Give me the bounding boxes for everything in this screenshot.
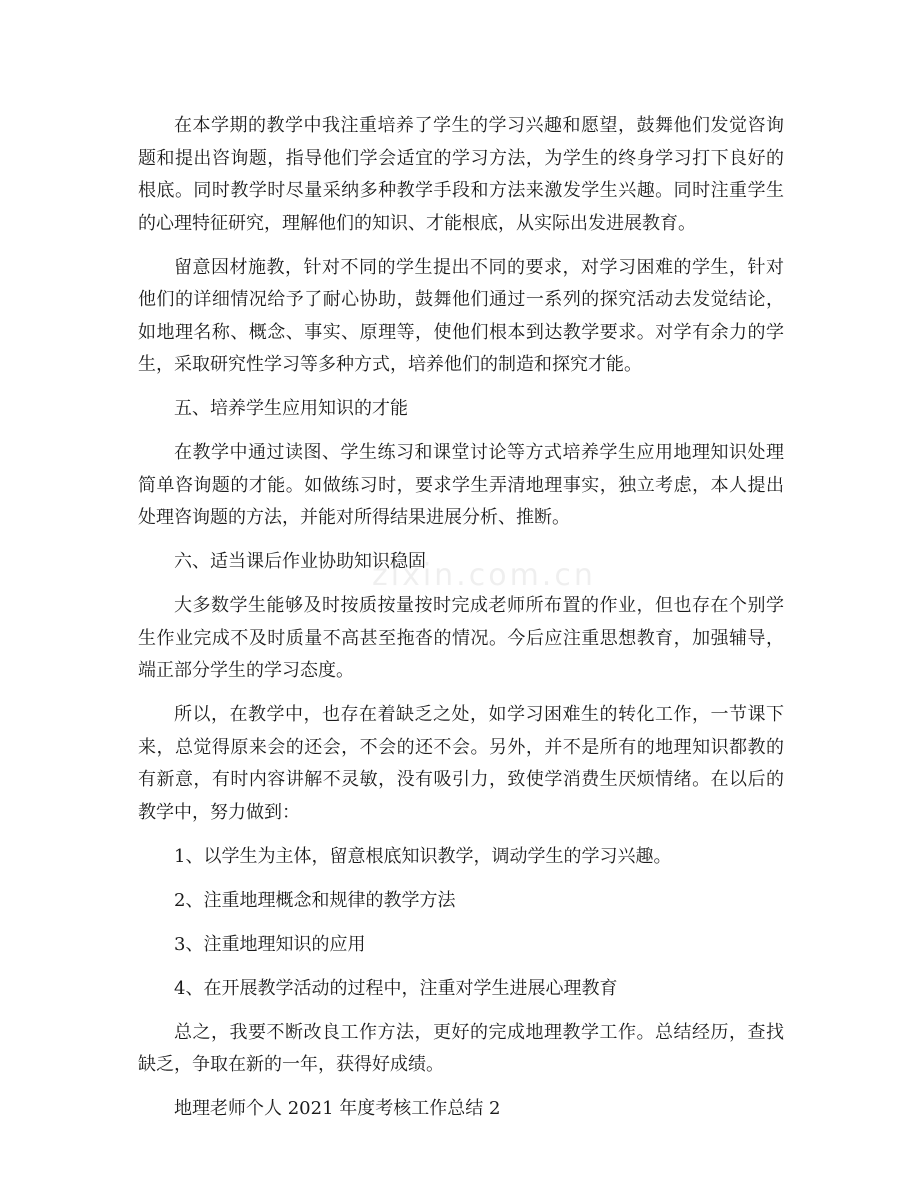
- paragraph-homework: 大多数学生能够及时按质按量按时完成老师所布置的作业，但也存在个别学生作业完成不及时质量不高甚至拖沓的情况。今后应注重思想教育，加强辅导，端正部分学生的学习态度。: [138, 595, 784, 681]
- paragraph-individualized-teaching: 留意因材施教，针对不同的学生提出不同的要求，对学习困难的学生，针对他们的详细情况给予了耐心协助，鼓舞他们通过一系列的探究活动去发觉结论，如地理名称、概念、事实、原理等，使他们根本到达教学要求。对学有余力的学生，采取研究性学习等多种方式，培养他们的制造和探究才能。: [138, 256, 784, 375]
- paragraph-conclusion: 总之，我要不断改良工作方法，更好的完成地理教学工作。总结经历，查找缺乏，争取在新的一年，获得好成绩。: [138, 1021, 784, 1075]
- list-item-3: 3、注重地理知识的应用: [174, 933, 366, 955]
- list-item-4: 4、在开展教学活动的过程中，注重对学生进展心理教育: [174, 977, 618, 999]
- section-heading-5: 五、培养学生应用知识的才能: [174, 398, 408, 419]
- paragraph-interest-cultivation: 在本学期的教学中我注重培养了学生的学习兴趣和愿望，鼓舞他们发觉咨询题和提出咨询题，指导他们学会适宜的学习方法，为学生的终身学习打下良好的根底。同时教学时尽量采纳多种教学手段和方法来激发学生兴趣。同时注重学生的心理特征研究，理解他们的知识、才能根底，从实际出发进展教育。: [138, 115, 784, 234]
- section-heading-6: 六、适当课后作业协助知识稳固: [174, 551, 426, 572]
- next-article-title: 地理老师个人 2021 年度考核工作总结 2: [174, 1098, 501, 1119]
- document-body: [138, 110, 784, 1137]
- watermark: zixin.com.cn: [372, 558, 596, 593]
- list-item-2: 2、注重地理概念和规律的教学方法: [174, 889, 456, 911]
- paragraph-knowledge-application: 在教学中通过读图、学生练习和课堂讨论等方式培养学生应用地理知识处理简单咨询题的才能。如做练习时，要求学生弄清地理事实，独立考虑，本人提出处理咨询题的方法，并能对所得结果进展分析、推断。: [138, 442, 784, 528]
- list-item-1: 1、以学生为主体，留意根底知识教学，调动学生的学习兴趣。: [174, 845, 672, 867]
- paragraph-shortcomings: 所以，在教学中，也存在着缺乏之处，如学习困难生的转化工作，一节课下来，总觉得原来会的还会，不会的还不会。另外，并不是所有的地理知识都教的有新意，有时内容讲解不灵敏，没有吸引力，致使学消费生厌烦情绪。在以后的教学中，努力做到：: [138, 704, 784, 823]
